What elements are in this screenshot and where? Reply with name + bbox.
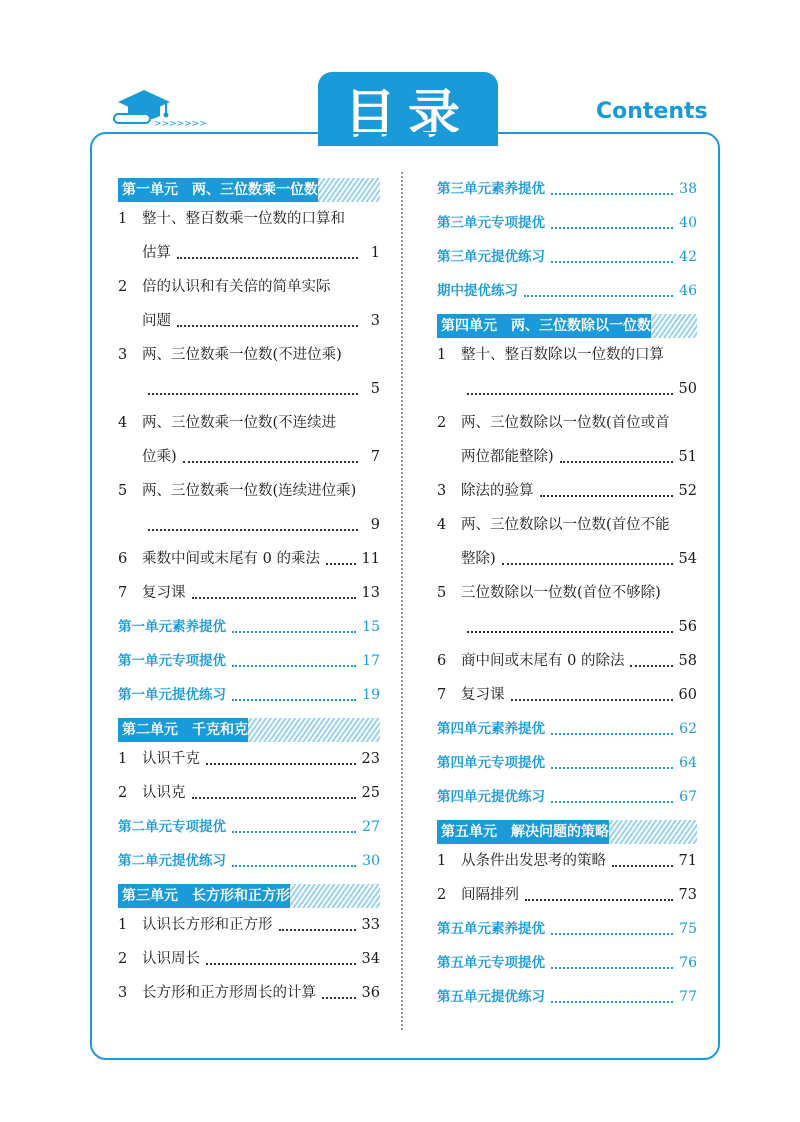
lesson-title: 两、三位数除以一位数(首位或首 xyxy=(461,415,670,431)
toc-entry-line xyxy=(118,508,380,542)
toc-entry-line xyxy=(437,406,697,440)
lesson-number: 7 xyxy=(437,687,447,703)
dot-leader xyxy=(177,325,358,327)
lesson-number: 6 xyxy=(437,653,447,669)
dot-leader xyxy=(148,529,358,531)
toc-special-entry xyxy=(437,172,697,206)
toc-special-entry xyxy=(437,274,697,308)
toc-entry-line xyxy=(118,942,380,976)
toc-special-entry xyxy=(118,844,380,878)
dot-leader xyxy=(232,631,356,633)
lesson-number: 2 xyxy=(118,951,128,967)
page-number: 75 xyxy=(679,921,697,937)
toc-entry-line xyxy=(437,206,697,240)
page-number: 62 xyxy=(679,721,697,737)
dot-leader xyxy=(551,227,673,229)
toc-lesson-entry xyxy=(118,942,380,976)
lesson-title: 第五单元素养提优 xyxy=(437,921,545,937)
toc-special-entry xyxy=(118,644,380,678)
dot-leader xyxy=(206,963,356,965)
toc-lesson-entry xyxy=(118,202,380,270)
lesson-title: 位乘) xyxy=(142,449,177,465)
lesson-title: 乘数中间或末尾有 0 的乘法 xyxy=(142,551,320,567)
lesson-title: 第一单元素养提优 xyxy=(118,619,226,635)
toc-entry-line xyxy=(437,508,697,542)
unit-header-label: 第二单元 千克和克 xyxy=(118,718,248,742)
page-number: 56 xyxy=(678,619,697,635)
dot-leader xyxy=(192,597,356,599)
toc-entry-line xyxy=(118,542,380,576)
unit-header xyxy=(118,178,380,202)
page-number: 40 xyxy=(679,215,697,231)
svg-text:>>>>>>>: >>>>>>> xyxy=(154,119,207,129)
toc-entry-line xyxy=(437,372,697,406)
lesson-title: 第一单元专项提优 xyxy=(118,653,226,669)
dot-leader xyxy=(612,865,673,867)
page-number: 76 xyxy=(679,955,697,971)
toc-special-entry xyxy=(118,810,380,844)
dot-leader xyxy=(551,933,673,935)
toc-entry-line xyxy=(437,542,697,576)
lesson-number: 1 xyxy=(118,211,128,227)
toc-special-entry xyxy=(437,780,697,814)
toc-entry-line xyxy=(118,908,380,942)
lesson-title: 估算 xyxy=(142,245,171,261)
page-number: 34 xyxy=(361,951,380,967)
toc-special-entry xyxy=(437,946,697,980)
toc-lesson-entry xyxy=(118,338,380,406)
page-number: 1 xyxy=(370,245,380,261)
toc-special-entry xyxy=(437,240,697,274)
toc-entry-line xyxy=(118,406,380,440)
dot-leader xyxy=(551,967,673,969)
lesson-title: 两位都能整除) xyxy=(461,449,554,465)
dot-leader xyxy=(502,563,673,565)
toc-entry-line xyxy=(118,644,380,678)
toc-lesson-entry xyxy=(118,908,380,942)
toc-entry-line xyxy=(437,338,697,372)
toc-special-entry xyxy=(437,912,697,946)
lesson-number: 6 xyxy=(118,551,128,567)
dot-leader xyxy=(524,295,673,297)
toc-entry-line xyxy=(118,474,380,508)
toc-lesson-entry xyxy=(118,270,380,338)
toc-lesson-entry xyxy=(118,542,380,576)
lesson-title: 两、三位数除以一位数(首位不能 xyxy=(461,517,670,533)
page-number: 73 xyxy=(678,887,697,903)
lesson-title: 认识周长 xyxy=(142,951,200,967)
toc-lesson-entry xyxy=(118,406,380,474)
toc-entry-line xyxy=(118,372,380,406)
toc-lesson-entry xyxy=(437,474,697,508)
lesson-title: 两、三位数乘一位数(不连续进 xyxy=(142,415,337,431)
lesson-number: 7 xyxy=(118,585,128,601)
lesson-title: 整除) xyxy=(461,551,496,567)
dot-leader xyxy=(560,461,673,463)
lesson-title: 第三单元专项提优 xyxy=(437,215,545,231)
lesson-number: 3 xyxy=(437,483,447,499)
lesson-number: 2 xyxy=(118,279,128,295)
toc-right-column xyxy=(437,172,697,1014)
dot-leader xyxy=(148,393,358,395)
lesson-title: 第二单元提优练习 xyxy=(118,853,226,869)
toc-entry-line xyxy=(118,338,380,372)
lesson-title: 两、三位数乘一位数(连续进位乘) xyxy=(142,483,357,499)
dot-leader xyxy=(206,763,356,765)
page-number: 71 xyxy=(678,853,697,869)
unit-header-label: 第四单元 两、三位数除以一位数 xyxy=(437,314,651,338)
toc-entry-line xyxy=(437,712,697,746)
dot-leader xyxy=(322,997,356,999)
dot-leader xyxy=(511,699,673,701)
page-number: 7 xyxy=(370,449,380,465)
toc-entry-line xyxy=(118,202,380,236)
toc-entry-line xyxy=(118,776,380,810)
toc-entry-line xyxy=(437,780,697,814)
page-number: 33 xyxy=(361,917,380,933)
lesson-title: 问题 xyxy=(142,313,171,329)
unit-header xyxy=(118,718,380,742)
lesson-number: 1 xyxy=(437,853,447,869)
lesson-title: 第四单元提优练习 xyxy=(437,789,545,805)
toc-left-column xyxy=(118,172,380,1010)
dot-leader xyxy=(177,257,358,259)
dot-leader xyxy=(551,801,673,803)
page-number: 58 xyxy=(678,653,697,669)
lesson-number: 3 xyxy=(118,347,128,363)
lesson-title: 复习课 xyxy=(142,585,186,601)
toc-lesson-entry xyxy=(118,742,380,776)
page-number: 23 xyxy=(361,751,380,767)
page-number: 46 xyxy=(679,283,697,299)
lesson-title: 长方形和正方形周长的计算 xyxy=(142,985,316,1001)
page-number: 27 xyxy=(362,819,380,835)
lesson-title: 第四单元素养提优 xyxy=(437,721,545,737)
page-number: 64 xyxy=(679,755,697,771)
toc-entry-line xyxy=(118,678,380,712)
dot-leader xyxy=(551,733,673,735)
page-number: 3 xyxy=(370,313,380,329)
toc-lesson-entry xyxy=(437,508,697,576)
column-divider xyxy=(401,172,403,1030)
lesson-title: 第一单元提优练习 xyxy=(118,687,226,703)
page-number: 11 xyxy=(361,551,380,567)
lesson-number: 2 xyxy=(118,785,128,801)
toc-lesson-entry xyxy=(437,878,697,912)
toc-lesson-entry xyxy=(437,338,697,406)
toc-entry-line xyxy=(437,946,697,980)
dot-leader xyxy=(525,899,673,901)
lesson-title: 第三单元素养提优 xyxy=(437,181,545,197)
toc-entry-line xyxy=(118,976,380,1010)
toc-special-entry xyxy=(437,980,697,1014)
page-number: 5 xyxy=(370,381,380,397)
toc-entry-line xyxy=(437,912,697,946)
toc-entry-line xyxy=(437,678,697,712)
page-number: 60 xyxy=(678,687,697,703)
dot-leader xyxy=(232,865,356,867)
toc-lesson-entry xyxy=(118,576,380,610)
dot-leader xyxy=(279,929,356,931)
toc-entry-line xyxy=(437,474,697,508)
lesson-number: 1 xyxy=(118,917,128,933)
page-number: 52 xyxy=(678,483,697,499)
page-number: 36 xyxy=(361,985,380,1001)
lesson-number: 5 xyxy=(437,585,447,601)
toc-special-entry xyxy=(437,206,697,240)
toc-entry-line xyxy=(437,576,697,610)
toc-special-entry xyxy=(437,746,697,780)
lesson-title: 整十、整百数除以一位数的口算 xyxy=(461,347,664,363)
toc-special-entry xyxy=(437,712,697,746)
toc-lesson-entry xyxy=(437,406,697,474)
toc-entry-line xyxy=(118,610,380,644)
page-number: 50 xyxy=(678,381,697,397)
toc-lesson-entry xyxy=(118,474,380,542)
toc-entry-line xyxy=(437,240,697,274)
page-subtitle: Contents xyxy=(596,99,708,124)
page-number: 13 xyxy=(361,585,380,601)
toc-entry-line xyxy=(437,440,697,474)
lesson-title: 间隔排列 xyxy=(461,887,519,903)
toc-entry-line xyxy=(437,878,697,912)
lesson-number: 1 xyxy=(118,751,128,767)
page-number: 19 xyxy=(362,687,380,703)
dot-leader xyxy=(540,495,673,497)
page-number: 67 xyxy=(679,789,697,805)
lesson-number: 5 xyxy=(118,483,128,499)
lesson-number: 3 xyxy=(118,985,128,1001)
toc-lesson-entry xyxy=(118,976,380,1010)
lesson-title: 倍的认识和有关倍的简单实际 xyxy=(142,279,331,295)
toc-special-entry xyxy=(118,678,380,712)
unit-header-label: 第五单元 解决问题的策略 xyxy=(437,820,609,844)
lesson-title: 第五单元专项提优 xyxy=(437,955,545,971)
toc-entry-line xyxy=(118,440,380,474)
toc-lesson-entry xyxy=(437,576,697,644)
page-number: 77 xyxy=(679,989,697,1005)
page-number: 42 xyxy=(679,249,697,265)
toc-entry-line xyxy=(118,810,380,844)
toc-entry-line xyxy=(437,172,697,206)
dot-leader xyxy=(183,461,358,463)
dot-leader xyxy=(232,831,356,833)
lesson-title: 认识克 xyxy=(142,785,186,801)
lesson-number: 4 xyxy=(437,517,447,533)
lesson-title: 第三单元提优练习 xyxy=(437,249,545,265)
unit-header-label: 第三单元 长方形和正方形 xyxy=(118,884,290,908)
lesson-number: 1 xyxy=(437,347,447,363)
lesson-number: 2 xyxy=(437,887,447,903)
toc-entry-line xyxy=(437,844,697,878)
dot-leader xyxy=(551,193,673,195)
graduation-cap-icon xyxy=(110,84,207,130)
lesson-title: 除法的验算 xyxy=(461,483,534,499)
unit-header xyxy=(118,884,380,908)
page-title: 目录 xyxy=(343,84,472,145)
dot-leader xyxy=(232,665,356,667)
page-number: 25 xyxy=(361,785,380,801)
dot-leader xyxy=(467,393,673,395)
dot-leader xyxy=(326,563,356,565)
dot-leader xyxy=(551,767,673,769)
lesson-title: 整十、整百数乘一位数的口算和 xyxy=(142,211,345,227)
unit-header xyxy=(437,314,697,338)
unit-header-label: 第一单元 两、三位数乘一位数 xyxy=(118,178,318,202)
toc-lesson-entry xyxy=(437,678,697,712)
toc-entry-line xyxy=(118,236,380,270)
page-number: 30 xyxy=(362,853,380,869)
toc-special-entry xyxy=(118,610,380,644)
dot-leader xyxy=(232,699,356,701)
page-number: 51 xyxy=(678,449,697,465)
toc-entry-line xyxy=(437,980,697,1014)
lesson-title: 认识长方形和正方形 xyxy=(142,917,273,933)
page-number: 17 xyxy=(362,653,380,669)
toc-lesson-entry xyxy=(437,644,697,678)
page-number: 15 xyxy=(362,619,380,635)
toc-entry-line xyxy=(118,742,380,776)
toc-entry-line xyxy=(118,270,380,304)
page-number: 38 xyxy=(679,181,697,197)
toc-entry-line xyxy=(437,644,697,678)
dot-leader xyxy=(551,1001,673,1003)
lesson-title: 第四单元专项提优 xyxy=(437,755,545,771)
unit-header xyxy=(437,820,697,844)
toc-lesson-entry xyxy=(118,776,380,810)
toc-entry-line xyxy=(437,610,697,644)
lesson-number: 4 xyxy=(118,415,128,431)
lesson-number: 2 xyxy=(437,415,447,431)
toc-entry-line xyxy=(118,304,380,338)
lesson-title: 复习课 xyxy=(461,687,505,703)
toc-entry-line xyxy=(437,746,697,780)
lesson-title: 从条件出发思考的策略 xyxy=(461,853,606,869)
lesson-title: 认识千克 xyxy=(142,751,200,767)
dot-leader xyxy=(551,261,673,263)
toc-lesson-entry xyxy=(437,844,697,878)
page-number: 9 xyxy=(370,517,380,533)
lesson-title: 三位数除以一位数(首位不够除) xyxy=(461,585,661,601)
page-number: 54 xyxy=(678,551,697,567)
toc-entry-line xyxy=(118,844,380,878)
dot-leader xyxy=(630,665,672,667)
dot-leader xyxy=(467,631,673,633)
lesson-title: 商中间或末尾有 0 的除法 xyxy=(461,653,625,669)
lesson-title: 第二单元专项提优 xyxy=(118,819,226,835)
lesson-title: 第五单元提优练习 xyxy=(437,989,545,1005)
toc-entry-line xyxy=(437,274,697,308)
lesson-title: 期中提优练习 xyxy=(437,283,518,299)
dot-leader xyxy=(192,797,356,799)
toc-entry-line xyxy=(118,576,380,610)
lesson-title: 两、三位数乘一位数(不进位乘) xyxy=(142,347,342,363)
